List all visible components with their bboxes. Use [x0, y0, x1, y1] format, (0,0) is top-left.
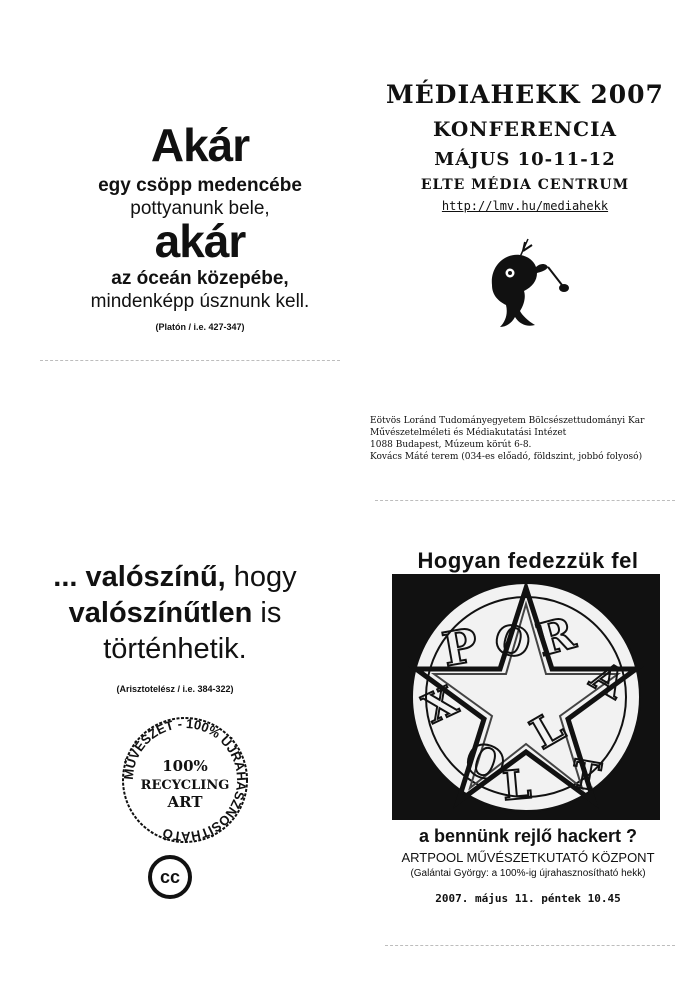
- conference-url[interactable]: http://lmv.hu/mediahekk: [441, 199, 609, 213]
- quote-line-4: mindenképp úsznunk kell.: [90, 291, 310, 312]
- svg-text:L: L: [500, 760, 533, 810]
- artpool-top-line: Hogyan fedezzük fel: [417, 548, 639, 573]
- quote-citation: (Platón / i.e. 427-347): [155, 322, 245, 332]
- svg-text:T: T: [568, 750, 605, 800]
- svg-text:L: L: [522, 701, 573, 759]
- conference-venue: ELTE MÉDIA CENTRUM: [420, 177, 630, 193]
- address-line-3: 1088 Budapest, Múzeum körút 6-8.: [370, 440, 532, 451]
- creative-commons-icon: [148, 855, 192, 899]
- quote-title-1: Akár: [150, 119, 250, 171]
- artpool-flyer: [378, 540, 678, 920]
- svg-text:O: O: [489, 614, 536, 669]
- svg-text:O: O: [458, 732, 512, 794]
- artpool-note: (Galántai György: a 100%-ig újrahasznosítható hekk): [410, 868, 646, 879]
- artpool-bottom-line: a bennünk rejlő hackert ?: [418, 826, 638, 846]
- artpool-star-logo-icon: [392, 574, 660, 820]
- artpool-date: 2007. május 11. péntek 10.45: [435, 892, 621, 905]
- quote2-line-1: [10, 560, 340, 595]
- svg-text:R: R: [531, 607, 581, 667]
- conference-address: [370, 415, 680, 464]
- stamp-line-3: ART: [167, 793, 203, 811]
- quote-line-3: az óceán közepébe,: [111, 268, 289, 289]
- stamp-line-2: RECYCLING: [140, 778, 230, 793]
- divider-top-left: [40, 360, 340, 361]
- quote2-line-3: történhetik.: [103, 633, 247, 665]
- recycling-stamp: [120, 715, 250, 845]
- artpool-logo-box: [392, 574, 660, 820]
- artpool-org: ARTPOOL MŰVÉSZETKUTATÓ KÖZPONT: [401, 850, 655, 865]
- quote2-word-1: ... valószínű,: [53, 561, 226, 593]
- address-line-1: Eötvös Loránd Tudományegyetem Bölcsészettudományi Kar: [370, 416, 645, 426]
- svg-text:A: A: [583, 651, 634, 709]
- cc-label: cc: [159, 867, 181, 887]
- plato-quote: [40, 110, 360, 360]
- address-line-2: Művészetelméleti és Médiakutatási Intézet: [370, 428, 567, 439]
- quote2-word-4: is: [260, 597, 282, 629]
- quote2-citation: (Arisztotelész / i.e. 384-322): [116, 684, 234, 694]
- svg-text:P: P: [438, 617, 482, 677]
- divider-bottom-right: [385, 945, 675, 946]
- conference-flyer: [370, 75, 680, 495]
- stamp-ring-text: MŰVÉSZET - 100% ÚJRAHASZNOSÍTHATÓ: [120, 715, 250, 845]
- svg-text:X: X: [416, 677, 465, 734]
- quote-title-2: akár: [154, 215, 246, 267]
- quote2-word-2: hogy: [233, 561, 297, 593]
- conference-dates: MÁJUS 10-11-12: [434, 149, 616, 170]
- divider-top-right: [375, 500, 675, 501]
- quote-line-1: egy csöpp medencébe: [98, 175, 302, 196]
- quote2-line-2: [10, 596, 340, 631]
- dolphin-microphone-icon: [480, 237, 580, 337]
- stamp-line-1: 100%: [162, 757, 208, 775]
- conference-subtitle: KONFERENCIA: [433, 117, 617, 141]
- quote2-word-3: valószínűtlen: [68, 597, 253, 629]
- quote-line-2: pottyanunk bele,: [130, 198, 270, 219]
- aristotle-quote: [10, 560, 340, 710]
- conference-title: MÉDIAHEKK 2007: [386, 80, 664, 109]
- address-line-4: Kovács Máté terem (034-es előadó, földszint, jobbó folyosó): [370, 452, 643, 463]
